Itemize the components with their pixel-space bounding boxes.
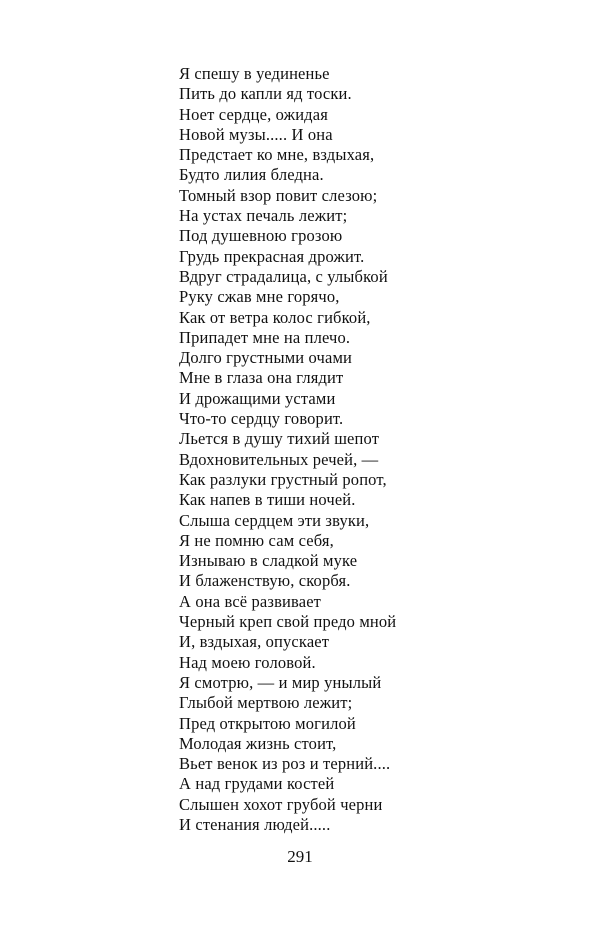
poem-line: На устах печаль лежит; [179, 206, 348, 226]
poem-line: А над грудами костей [179, 774, 335, 794]
poem-line: Под душевною грозою [179, 226, 343, 246]
poem-line: Изнываю в сладкой муке [179, 551, 358, 571]
poem-line: Вдохновительных речей, — [179, 449, 379, 469]
poem-line: Как разлуки грустный ропот, [179, 469, 387, 489]
poem-line: Как от ветра колос гибкой, [179, 307, 371, 327]
poem-line: Пить до капли яд тоски. [179, 84, 352, 104]
poem-line: И, вздыхая, опускает [179, 632, 330, 652]
poem-line: Руку сжав мне горячо, [179, 287, 340, 307]
poem-line: А она всё развивает [179, 591, 322, 611]
poem-line: Новой музы..... И она [179, 124, 333, 144]
poem-line: Слыша сердцем эти звуки, [179, 510, 370, 530]
poem-text [179, 64, 396, 835]
poem-line: Я смотрю, — и мир унылый [179, 672, 382, 692]
poem-line: Долго грустными очами [179, 348, 353, 368]
poem-line: И дрожащими устами [179, 388, 336, 408]
poem-line: Я не помню сам себя, [179, 530, 334, 550]
poem-line: Над моею головой. [179, 652, 316, 672]
poem-line: И блаженствую, скорбя. [179, 571, 351, 591]
poem-line: Молодая жизнь стоит, [179, 733, 337, 753]
poem-line: Что-то сердцу говорит. [179, 409, 344, 429]
poem-line: Предстает ко мне, вздыхая, [179, 145, 375, 165]
poem-line: Припадет мне на плечо. [179, 327, 351, 347]
poem-line: Я спешу в уединенье [179, 64, 330, 83]
poem-line: Томный взор повит слезою; [179, 185, 378, 205]
poem-line: Льется в душу тихий шепот [179, 429, 380, 449]
poem-line: Вдруг страдалица, с улыбкой [179, 266, 388, 286]
poem-line: Мне в глаза она глядит [179, 368, 344, 388]
poem-line: Черный креп свой предо мной [179, 612, 397, 632]
poem-line: Как напев в тиши ночей. [179, 490, 356, 510]
poem-line: Глыбой мертвою лежит; [179, 693, 353, 713]
poem-line: Будто лилия бледна. [179, 165, 324, 185]
poem-line: Слышен хохот грубой черни [179, 794, 383, 814]
poem-line: Ноет сердце, ожидая [179, 104, 328, 124]
page-number: 291 [287, 847, 313, 866]
poem-line: Пред открытою могилой [179, 713, 356, 733]
poem-line: Грудь прекрасная дрожит. [179, 246, 365, 266]
poem-line: Вьет венок из роз и терний.... [179, 754, 391, 774]
poem-line: И стенания людей..... [179, 814, 331, 834]
